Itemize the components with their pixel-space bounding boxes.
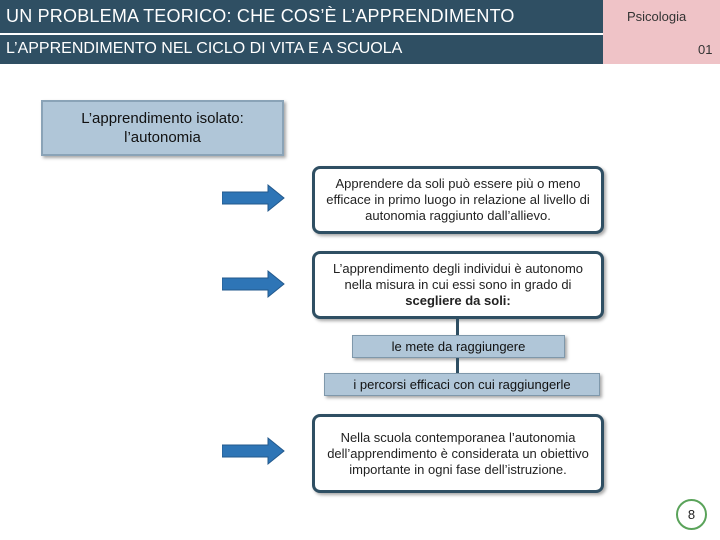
connector-line <box>456 358 459 373</box>
label-text: le mete da raggiungere <box>391 339 526 354</box>
topic-box <box>41 100 284 156</box>
label-goals <box>352 335 565 358</box>
info-text-bold: scegliere da soli: <box>405 293 511 308</box>
topic-text: L’apprendimento isolato: l’autonomia <box>81 110 244 146</box>
info-box-school <box>312 414 604 493</box>
section-number: 01 <box>698 42 713 57</box>
arrow-right-icon <box>222 269 286 299</box>
arrow-right-icon <box>222 436 286 466</box>
info-text: Nella scuola contemporanea l’autonomia dell’apprendimento è considerata un obiettivo importante in ogni fase dell’istruzione. <box>327 429 589 477</box>
page-number: 8 <box>687 507 696 522</box>
info-text-main: L’apprendimento degli individui è autonomo nella misura in cui essi sono in grado di <box>332 261 584 292</box>
label-paths <box>324 373 600 396</box>
arrow-right-icon <box>222 183 286 213</box>
info-text <box>323 261 593 309</box>
info-box-self-learning <box>312 166 604 234</box>
page-number-badge <box>676 499 707 530</box>
subject-label: Psicologia <box>627 9 687 24</box>
info-box-autonomy <box>312 251 604 319</box>
info-text: Apprendere da soli può essere più o meno efficace in primo luogo in relazione al livello di autonomia raggiunto dall’allievo. <box>326 176 590 223</box>
page-title: UN PROBLEMA TEORICO: CHE COS’È L’APPRENDIMENTO <box>6 6 515 26</box>
page-subtitle: L’APPRENDIMENTO NEL CICLO DI VITA E A SCUOLA <box>6 40 403 57</box>
label-text: i percorsi efficaci con cui raggiungerle <box>353 377 571 392</box>
connector-line <box>456 319 459 335</box>
